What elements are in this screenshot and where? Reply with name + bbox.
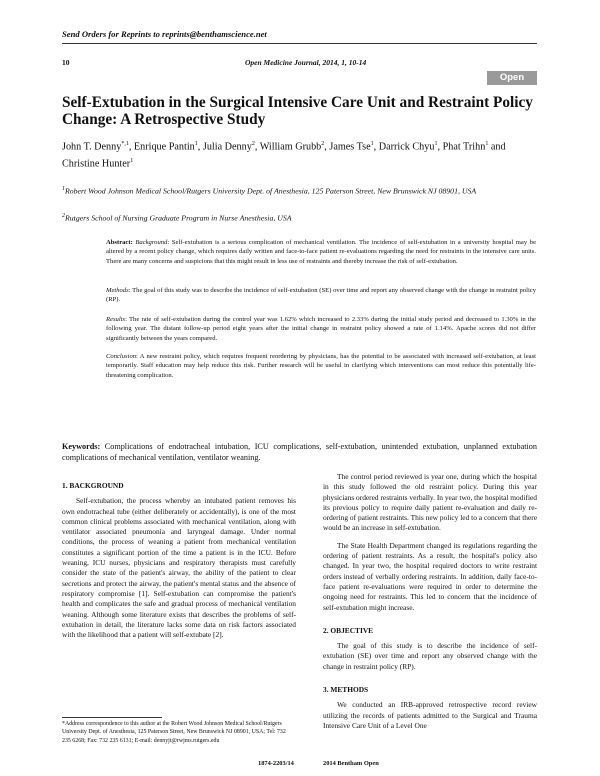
page-number: 10 — [62, 58, 70, 67]
objective-paragraph: The goal of this study is to describe the incidence of self-extubation (SE) over time and report any observed change with the change in restraint policy (RP). — [323, 641, 537, 671]
keywords: Keywords: Complications of endotracheal intubation, ICU complications, self-extubation, unintended extubation, unplanned extubation complications of mechanical ventilation, ventilator weaning. — [62, 442, 537, 463]
article-title: Self-Extubation in the Surgical Intensive Care Unit and Restraint Policy Change: A Retrospective Study — [62, 94, 533, 128]
paragraph-state-health: The State Health Department changed its regulations regarding the ordering of patient restraints. As a result, the hospital's policy also changed. In year two, the hospital required doctors to write restraint orders instead of verbally ordering restraints. In addition, daily face-to-face patient re-evaluations were required in order to determine the ongoing need for restraints. This led to concern that the incidence of self-extubation might increase. — [323, 540, 537, 612]
footnote-rule — [62, 717, 162, 718]
abstract-background: Abstract: Background: Self-extubation is a serious complication of mechanical ventilation. The incidence of self-extubation in a university hospital may be altered by a recent policy change, which requires daily written and face-to-face patient re-evaluations regarding the need for restraints in the intensive care units. There are many concerns and suspicions that this might result in less use of restraints and thereby increase the risk of self-extubation. — [106, 239, 536, 265]
section-heading-methods: 3. METHODS — [323, 685, 369, 695]
header-rule — [62, 43, 537, 44]
reprint-notice: Send Orders for Reprints to reprints@benthamscience.net — [62, 29, 267, 39]
author-list: John T. Denny$^{*,1}$, Enrique Pantin$^1$, Julia Denny$^2$, William Grubb$^2$, James Tse$^1$, Darrick Chyu$^1$, Phat Trihn$^1$ and Christine Hunter$^1$ — [62, 141, 506, 170]
section-heading-background: 1. BACKGROUND — [62, 481, 124, 490]
abstract-conclusion: Conclusion: A new restraint policy, which requires frequent reordering by physicians, has the potential to be associated with increased self-extubation, at least temporarily. Staff education may help reduce this risk. Further research will be useful in clarifying which interventions can most reduce this potentially life-threatening complication. — [106, 353, 536, 379]
abstract-methods: Methods: The goal of this study was to describe the incidence of self-extubation (SE) over time and report any observed change with the change in restraint policy (RP). — [106, 287, 536, 304]
left-column — [62, 481, 296, 644]
correspondence-footnote: *Address correspondence to this author at the Robert Wood Johnson Medical School/Rutgers University Dept. of Anesthesia, 125 Paterson Street, New Brunswick NJ 08901, USA; Tel: 732 235 6268; Fax: 732 235 6131; E-mail: dennyjt@rwjms.rutgers.edu — [62, 721, 286, 744]
section-heading-objective: 2. OBJECTIVE — [323, 625, 374, 635]
affiliation-2: $^2$Rutgers School of Nursing Graduate Program in Nurse Anesthesia, USA — [62, 213, 292, 223]
affiliation-1: $^1$Robert Wood Johnson Medical School/Rutgers University Dept. of Anesthesia, 125 Paterson Street, New Brunswick NJ 08901, USA — [62, 186, 477, 196]
paragraph-control-period: The control period reviewed is year one, during which the hospital in this study followed the old restraint policy. During this year physicians ordered restraints verbally. In year two, the hospital modified its previous policy to require daily patient re-evaluation and daily re-ordering of patient restraints. This new policy led to a concern that there would be an increase in self-extubation. — [323, 472, 537, 533]
open-access-badge: Open Access — [487, 71, 537, 85]
right-column — [323, 472, 537, 735]
background-paragraph: Self-extubation, the process whereby an intubated patient removes his own endotracheal tube (either deliberately or accidentally), is one of the most common clinical problems associated with mechanical ventilation, along with ventilator associated pneumonia and laryngeal damage. Under normal conditions, the process of weaning a patient from mechanical ventilation constitutes a significant portion of the time a patient is in the ICU. Before weaning, ICU nurses, physicians and respiratory therapists must carefully consider the state of the patient's airway, the ability of the patient to clear secretions and protect the airway, the patient's mental status and the absence of respiratory compromise [1]. Self-extubation can compromise the patient's health and complicates the safe and gradual process of mechanical ventilation weaning. Although some literature exists that describes the problems of self-extubation in detail, the literature lacks some data on risk factors associated with the likelihood that a patient will self-extubate [2]. — [62, 496, 296, 640]
methods-paragraph: We conducted an IRB-approved retrospective record review utilizing the records of patients admitted to the Surgical and Trauma Intensive Care Unit of a Level One — [323, 700, 537, 730]
journal-citation: Open Medicine Journal, 2014, 1, 10-14 — [245, 58, 367, 67]
publisher-copyright: 2014 Bentham Open — [323, 760, 379, 767]
abstract-results: Results: The rate of self-extubation during the control year was 1.62% which increased to 2.33% during the initial study period and decreased to 1.30% in the following year. The distant follow-up period eight years after the initial change in restraint policy showed a rate of 1.14%. Apache scores did not differ significantly between the years compared. — [106, 316, 536, 342]
issn: 1874-2203/14 — [258, 760, 294, 767]
